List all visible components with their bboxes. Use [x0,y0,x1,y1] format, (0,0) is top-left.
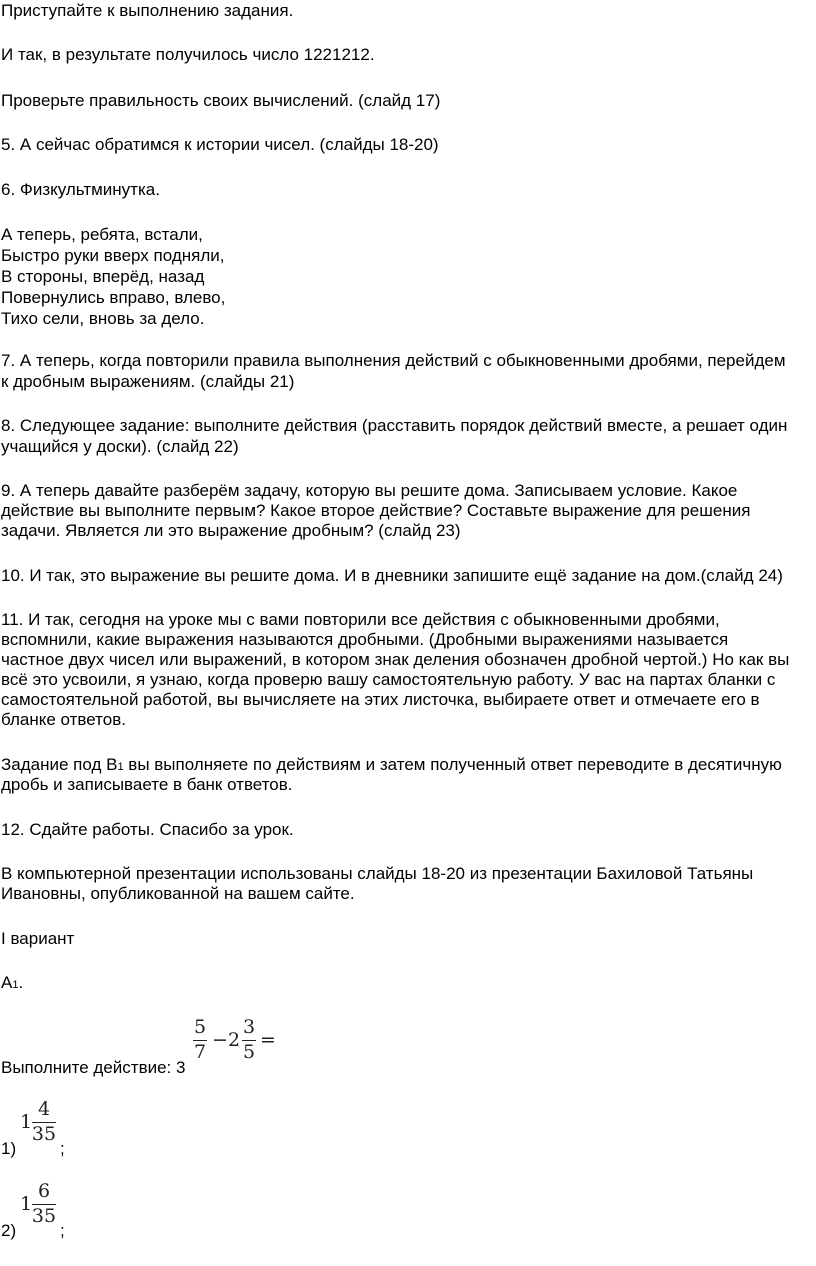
task-b1-prefix: Задание под В [1,755,118,774]
minus-sign: − [212,1029,228,1051]
paragraph-line: учащийся у доски). (слайд 22) [1,437,239,456]
variant-title: I вариант [1,929,75,948]
paragraph-line: 11. И так, сегодня на уроке мы с вами повторили все действия с обыкновенными дробями, [1,610,720,629]
paragraph-12: 12. Сдайте работы. Спасибо за урок. [1,820,294,839]
paragraph-line: 8. Следующее задание: выполните действия (расставить порядок действий вместе, а решает один [1,416,788,435]
fraction-denominator: 35 [31,1205,57,1227]
task-b1-suffix: вы выполняете по действиям и затем полученный ответ переводите в десятичную [123,755,782,774]
paragraph-line: всё это усвоили, я узнаю, когда проверю вашу самостоятельную работу. У вас на партах бланки с [1,670,776,689]
paragraph-line: 7. А теперь, когда повторили правила выполнения действий с обыкновенными дробями, перейдем [1,351,786,370]
fraction-numerator: 4 [37,1098,51,1120]
fraction-denominator: 5 [242,1041,256,1063]
paragraph-line: вспомнили, какие выражения называются дробными. (Дробными выражениями называется [1,630,729,649]
credit-line: В компьютерной презентации использованы слайды 18-20 из презентации Бахиловой Татьяны [1,864,754,883]
paragraph-line: к дробным выражениям. (слайды 21) [1,372,295,391]
paragraph-line: самостоятельной работой, вы вычисляете на этих листочка, выбираете ответ и отмечаете его в [1,690,760,709]
fraction-numerator: 5 [193,1016,207,1038]
exercise-prompt: Выполните действие: 3 [1,1058,186,1077]
exercise-break-line: 6. Физкультминутка. [1,180,160,199]
fraction-denominator: 7 [193,1041,207,1063]
result-line: И так, в результате получилось число 1221212. [1,45,375,64]
poem-line: А теперь, ребята, встали, [1,225,203,244]
option-separator: ; [60,1221,65,1240]
poem-line: Быстро руки вверх подняли, [1,246,225,265]
intro-line: Приступайте к выполнению задания. [1,1,294,20]
check-line: Проверьте правильность своих вычислений. (слайд 17) [1,91,441,110]
paragraph-line: бланке ответов. [1,710,126,729]
poem-line: Тихо сели, вновь за дело. [1,309,205,328]
option-label: 1) [1,1139,17,1158]
credit-line: Ивановны, опубликованной на вашем сайте. [1,884,355,903]
poem-line: В стороны, вперёд, назад [1,267,205,286]
exercise-expression [191,1016,281,1066]
fraction-numerator: 6 [37,1180,51,1202]
paragraph-10: 10. И так, это выражение вы решите дома. И в дневники запишите ещё задание на дом.(слайд 24) [1,566,783,585]
whole-number: 1 [20,1193,33,1215]
question-a1-label [1,972,23,996]
question-subscript: 1 [12,979,19,991]
question-label: А [1,973,13,992]
equals-sign: = [260,1029,276,1051]
fraction-numerator: 3 [242,1016,256,1038]
fraction-denominator: 35 [31,1123,57,1145]
question-dot: . [18,973,24,992]
task-b1-subscript: 1 [117,761,124,773]
option-fraction [20,1180,60,1232]
task-b1-line: дробь и записываете в банк ответов. [1,775,293,794]
option-separator: ; [60,1139,65,1158]
option-fraction [20,1098,60,1150]
whole-number: 2 [228,1029,241,1051]
paragraph-line: частное двух чисел или выражений, в котором знак деления обозначен дробной чертой.) Но как вы [1,650,790,669]
option-label: 2) [1,1221,17,1240]
poem-line: Повернулись вправо, влево, [1,288,226,307]
paragraph-line: действие вы выполните первым? Какое второе действие? Составьте выражение для решения [1,501,751,520]
paragraph-line: задачи. Является ли это выражение дробным? (слайд 23) [1,521,461,540]
paragraph-line: 9. А теперь давайте разберём задачу, которую вы решите дома. Записываем условие. Какое [1,481,738,500]
history-line: 5. А сейчас обратимся к истории чисел. (слайды 18-20) [1,135,439,154]
whole-number: 1 [20,1111,33,1133]
